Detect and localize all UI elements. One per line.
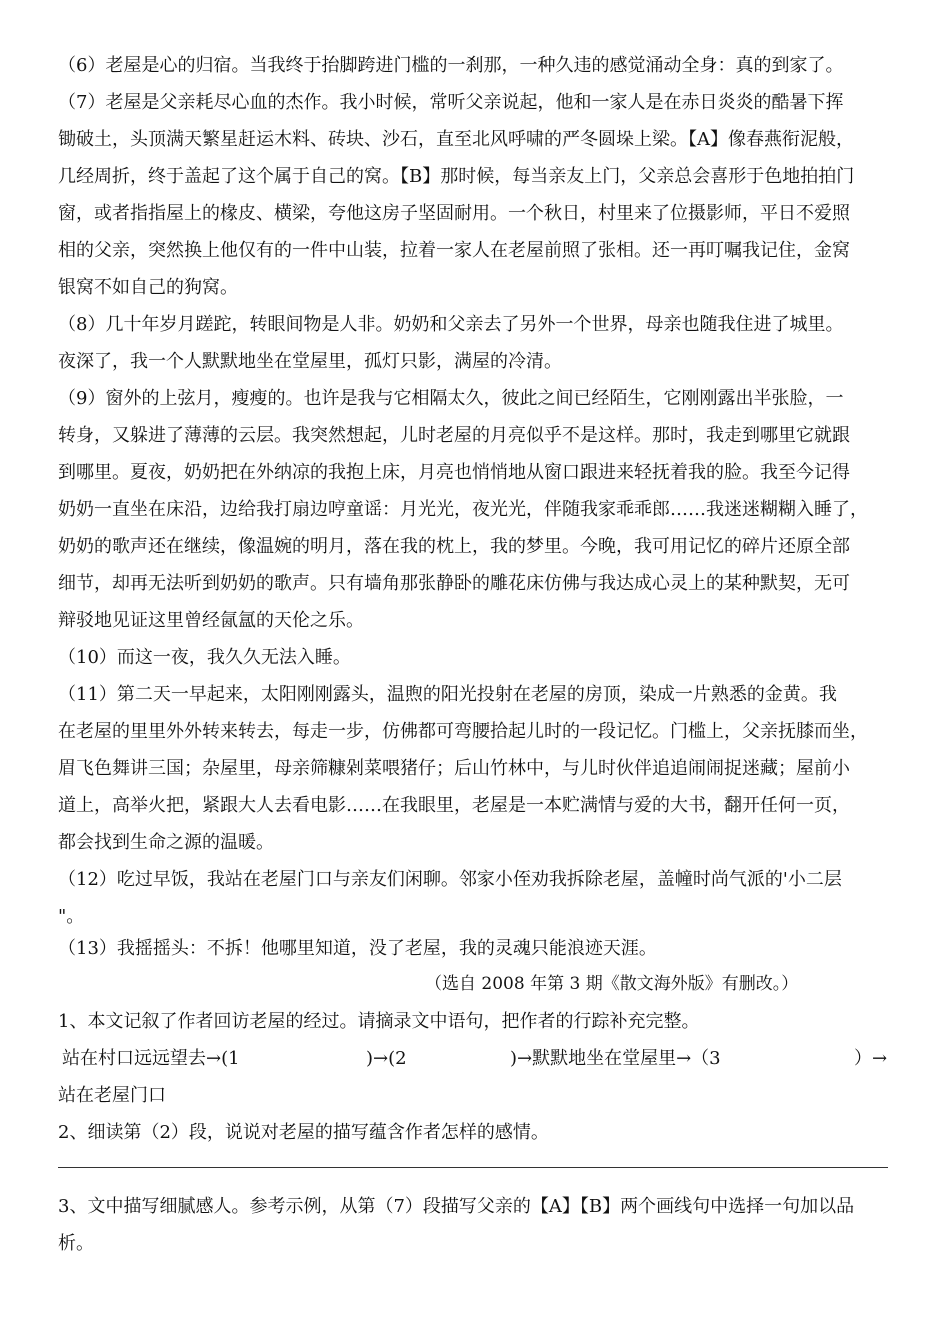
paragraph-12: [58, 861, 898, 935]
paragraph-8: [58, 306, 898, 380]
paragraph-line: 眉飞色舞讲三国；杂屋里，母亲筛糠剁菜喂猪仔；后山竹林中，与儿时伙伴追追闹闹捉迷藏；屋前小: [58, 758, 850, 779]
paragraph-7: [58, 84, 898, 306]
question-3: 3、文中描写细腻感人。参考示例，从第（7）段描写父亲的【A】【B】两个画线句中选择一句加以品: [58, 1196, 855, 1217]
paragraph-line: （7）老屋是父亲耗尽心血的杰作。我小时候，常听父亲说起，他和一家人是在赤日炎炎的酷暑下挥: [58, 92, 844, 113]
paragraph-line: 辩驳地见证这里曾经氤氲的天伦之乐。: [58, 610, 364, 631]
paragraph-9: [58, 380, 898, 639]
paragraph-line: （12）吃过早饭，我站在老屋门口与亲友们闲聊。邻家小侄劝我拆除老屋，盖幢时尚气派的'小二层: [58, 869, 842, 890]
paragraph-line: （6）老屋是心的归宿。当我终于抬脚跨进门槛的一刹那，一种久违的感觉涌动全身：真的到家了。: [58, 55, 844, 76]
paragraph-line: （11）第二天一早起来，太阳刚刚露头，温煦的阳光投射在老屋的房顶，染成一片熟悉的金黄。我: [58, 684, 837, 705]
paragraph-line: 窗，或者指指屋上的椽皮、横梁，夸他这房子坚固耐用。一个秋日，村里来了位摄影师，平日不爱照: [58, 203, 850, 224]
paragraph-line: 在老屋的里里外外转来转去，每走一步，仿佛都可弯腰拾起儿时的一段记忆。门槛上，父亲抚膝而坐，: [58, 721, 868, 742]
paragraph-10: [58, 639, 898, 676]
itinerary-start: 站在村口远远望去→(1: [62, 1048, 240, 1069]
paragraph-line: （8）几十年岁月蹉跎，转眼间物是人非。奶奶和父亲去了另外一个世界，母亲也随我住进了城里。: [58, 314, 844, 335]
paragraph-13: [58, 930, 898, 967]
paragraph-line: 道上，高举火把，紧跟大人去看电影……在我眼里，老屋是一本贮满情与爱的大书，翻开任何一页，: [58, 795, 850, 816]
paragraph-line: 奶奶的歌声还在继续，像温婉的明月，落在我的枕上，我的梦里。今晚，我可用记忆的碎片还原全部: [58, 536, 850, 557]
itinerary-blank-1-close: )→(2: [366, 1048, 407, 1069]
question-3-continued: 析。: [58, 1233, 94, 1254]
paragraph-line: 转身，又躲进了薄薄的云层。我突然想起，儿时老屋的月亮似乎不是这样。那时，我走到哪里它就跟: [58, 425, 850, 446]
itinerary-blank-2-close: )→默默地坐在堂屋里→（3: [510, 1048, 721, 1069]
paragraph-line: 都会找到生命之源的温暖。: [58, 832, 274, 853]
answer-line: [58, 1167, 888, 1168]
paragraph-line: 银窝不如自己的狗窝。: [58, 277, 238, 298]
paragraph-6: [58, 47, 898, 84]
itinerary-blank-3-close: ）→: [854, 1048, 888, 1069]
question-1: 1、本文记叙了作者回访老屋的经过。请摘录文中语句，把作者的行踪补充完整。: [58, 1011, 700, 1032]
paragraph-line: 夜深了，我一个人默默地坐在堂屋里，孤灯只影，满屋的冷清。: [58, 351, 562, 372]
paragraph-line: （9）窗外的上弦月，瘦瘦的。也许是我与它相隔太久，彼此之间已经陌生，它刚刚露出半张脸，一: [58, 388, 844, 409]
paragraph-line: 锄破土，头顶满天繁星赶运木料、砖块、沙石，直至北风呼啸的严冬圆垛上梁。【A】像春燕衔泥般，: [58, 129, 854, 150]
paragraph-11: [58, 676, 898, 861]
paragraph-line: 几经周折，终于盖起了这个属于自己的窝。【B】那时候，每当亲友上门，父亲总会喜形于色地拍拍门: [58, 166, 855, 187]
question-2: 2、细读第（2）段，说说对老屋的描写蕴含作者怎样的感情。: [58, 1122, 549, 1143]
paragraph-line: 奶奶一直坐在床沿，边给我打扇边哼童谣：月光光，夜光光，伴随我家乖乖郎……我迷迷糊糊入睡了，: [58, 499, 868, 520]
paragraph-line: 到哪里。夏夜，奶奶把在外纳凉的我抱上床，月亮也悄悄地从窗口跟进来轻抚着我的脸。我至今记得: [58, 462, 850, 483]
itinerary-tail: 站在老屋门口: [58, 1085, 166, 1106]
paragraph-line: 相的父亲，突然换上他仅有的一件中山装，拉着一家人在老屋前照了张相。还一再叮嘱我记住，金窝: [58, 240, 850, 261]
source-citation: （选自 2008 年第 3 期《散文海外版》有删改。）: [425, 974, 799, 994]
paragraph-line: （10）而这一夜，我久久无法入睡。: [58, 647, 351, 668]
paragraph-line: "。: [58, 906, 85, 927]
paragraph-line: （13）我摇摇头：不拆！他哪里知道，没了老屋，我的灵魂只能浪迹天涯。: [58, 938, 657, 959]
paragraph-line: 细节，却再无法听到奶奶的歌声。只有墙角那张静卧的雕花床仿佛与我达成心灵上的某种默契，无可: [58, 573, 850, 594]
